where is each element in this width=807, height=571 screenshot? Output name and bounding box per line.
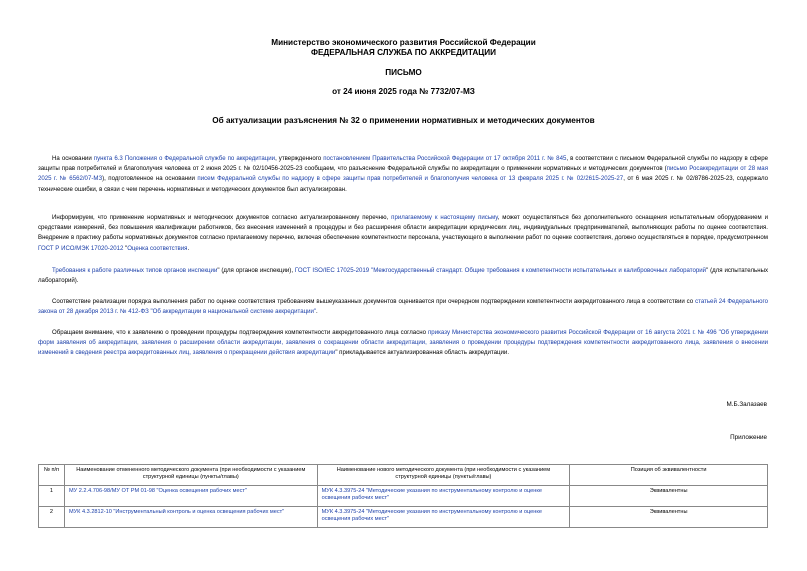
p1-link-regulation[interactable]: пункта 6.3 Положения о Федеральной службе по аккредитации — [93, 155, 276, 162]
paragraph-4 — [38, 297, 768, 317]
p2-link-appendix[interactable]: прилагаемому к настоящему письму — [391, 214, 498, 221]
p4-link-law[interactable]: статьей 24 Федерального закона от 28 декабря 2013 г. № 412-ФЗ "Об аккредитации в национальной системе аккредитации" — [38, 298, 768, 316]
header-equivalence: Позиция об эквивалентности — [570, 465, 768, 486]
paragraph-2 — [38, 213, 768, 254]
new-document-link[interactable]: МУК 4.3.3975-24 "Методические указания по инструментальному контролю и оценке освещения рабочих мест" — [317, 486, 570, 507]
p3-text-3: " (для испытательных лабораторий). — [38, 267, 768, 285]
p2-text-4: . — [187, 244, 190, 252]
old-document-link[interactable]: МУК 4.3.2812-10 "Инструментальный контроль и оценка освещения рабочих мест" — [64, 507, 317, 528]
appendix-table — [38, 464, 768, 528]
p4-text-2: . — [316, 308, 318, 316]
p3-link-requirements[interactable]: Требования к работе различных типов органов инспекции — [52, 267, 218, 274]
paragraph-3 — [38, 266, 768, 286]
p2-text-1: Информируем, что применение нормативных и методических документов согласно актуализированному перечню, — [52, 214, 392, 221]
p1-text-2: , утвержденного — [275, 155, 324, 162]
table-row — [39, 486, 768, 507]
header-old-document: Наименование отмененного методического документа (при необходимости с указанием структурной единицы (пункты/главы) — [64, 465, 317, 486]
document-subject: Об актуализации разъяснения № 32 о применении нормативных и методических документов — [212, 116, 595, 125]
old-document-link[interactable]: МУ 2.2.4.706-98/МУ ОТ РМ 01-98 "Оценка освещения рабочих мест" — [64, 486, 317, 507]
header-new-document: Наименование нового методического документа (при необходимости с указанием структурной единицы (пункты/главы) — [317, 465, 570, 486]
ministry-name: Министерство экономического развития Российской Федерации — [271, 38, 536, 47]
p1-text-1: На основании — [52, 155, 94, 162]
p2-link-conformity[interactable]: Оценка соответствия — [127, 244, 188, 252]
row-number: 1 — [39, 486, 65, 507]
p5-link-order[interactable]: приказу Министерства экономического развития Российской Федерации от 16 августа 2021 г. № 496 "Об утверждении форм заявления об аккредитации, заявления о расширении области аккредитации, заявления о сокращении области аккредитации, заявления о проведении процедуры подтверждения компетентности аккредитованного лица, заявления о внесении изменений в сведения реестра аккредитованных лиц, заявления о прекращении действия аккредитации — [38, 329, 769, 357]
service-name: ФЕДЕРАЛЬНАЯ СЛУЖБА ПО АККРЕДИТАЦИИ — [310, 48, 497, 57]
equivalence-value: Эквивалентны — [570, 507, 768, 528]
p1-text-5: , от 6 мая 2025 г. № 02/8786-2025-23, содержало технические ошибки, в связи с чем перечень нормативных и методических документов был актуализирован. — [38, 175, 768, 193]
equivalence-value: Эквивалентны — [570, 486, 768, 507]
p1-link-decree[interactable]: постановлением Правительства Российской Федерации от 17 октября 2011 г. № 845 — [323, 155, 567, 162]
p1-link-letters[interactable]: писем Федеральной службы по надзору в сфере защиты прав потребителей и благополучия человека от 13 февраля 2025 г. № 02/2615-2025-27 — [197, 175, 624, 183]
table-header-row — [39, 465, 768, 486]
p1-link-letter[interactable]: письмо Росаккредитации от 28 мая 2025 г. № 6562/07-МЗ — [38, 165, 769, 183]
signature: М.Б.Залазаев — [726, 401, 767, 408]
paragraph-1 — [38, 154, 768, 195]
p1-text-4: ), подготовленное на основании — [102, 175, 198, 183]
p5-text-2: " прикладывается актуализированная область аккредитации. — [335, 349, 510, 357]
p1-text-3: , в соответствии с письмом Федеральной службы по надзору в сфере защиты прав потребителей и благополучия человека от 2 июня 2025 г. № 02/10456-2025-23 сообщаем, что разъяснение Федеральной службы по аккредитации о применении нормативных и методических документов ( — [38, 155, 768, 173]
p3-text-2: " (для органов инспекции), — [217, 267, 295, 274]
p2-text-2: , может осуществляться без дополнительного оснащения испытательным оборудованием и средствами измерений, без повышения квалификации работников, без внесения изменений в процедуры и без расширения области аккредитации юридических лиц, индивидуальных предпринимателей, выполняющих работы по оценке соответствия. Внедрение в практику работы нормативных документов согласно прилагаемому перечню, включая обеспечение компетентности персонала, участвующего в выполнении работ по оценке соответствия, должно осуществляться в порядке, предусмотренном — [38, 214, 768, 242]
p2-text-3: " — [123, 244, 128, 252]
appendix-label: Приложение — [730, 434, 767, 441]
p5-text-1: Обращаем внимание, что к заявлению о проведении процедуры подтверждения компетентности аккредитованного лица согласно — [52, 329, 428, 336]
doc-type: ПИСЬМО — [385, 68, 422, 77]
p4-text-1: Соответствие реализации порядка выполнения работ по оценке соответствия требованиям вышеуказанных документов оценивается при очередном подтверждении компетентности аккредитованного лица в соответствии со — [52, 298, 696, 305]
row-number: 2 — [39, 507, 65, 528]
new-document-link[interactable]: МУК 4.3.3975-24 "Методические указания по инструментальному контролю и оценке освещения рабочих мест" — [317, 507, 570, 528]
date-number: от 24 июня 2025 года № 7732/07-МЗ — [332, 87, 475, 96]
paragraph-5 — [38, 328, 768, 359]
table-row — [39, 507, 768, 528]
p2-link-gost-17020[interactable]: ГОСТ Р ИСО/МЭК 17020-2012 — [38, 244, 124, 252]
p3-link-gost-17025[interactable]: ГОСТ ISO/IEC 17025-2019 "Межгосударственный стандарт. Общие требования к компетентности испытательных и калибровочных лабораторий — [294, 267, 707, 274]
header-number: № п/п — [39, 465, 65, 486]
